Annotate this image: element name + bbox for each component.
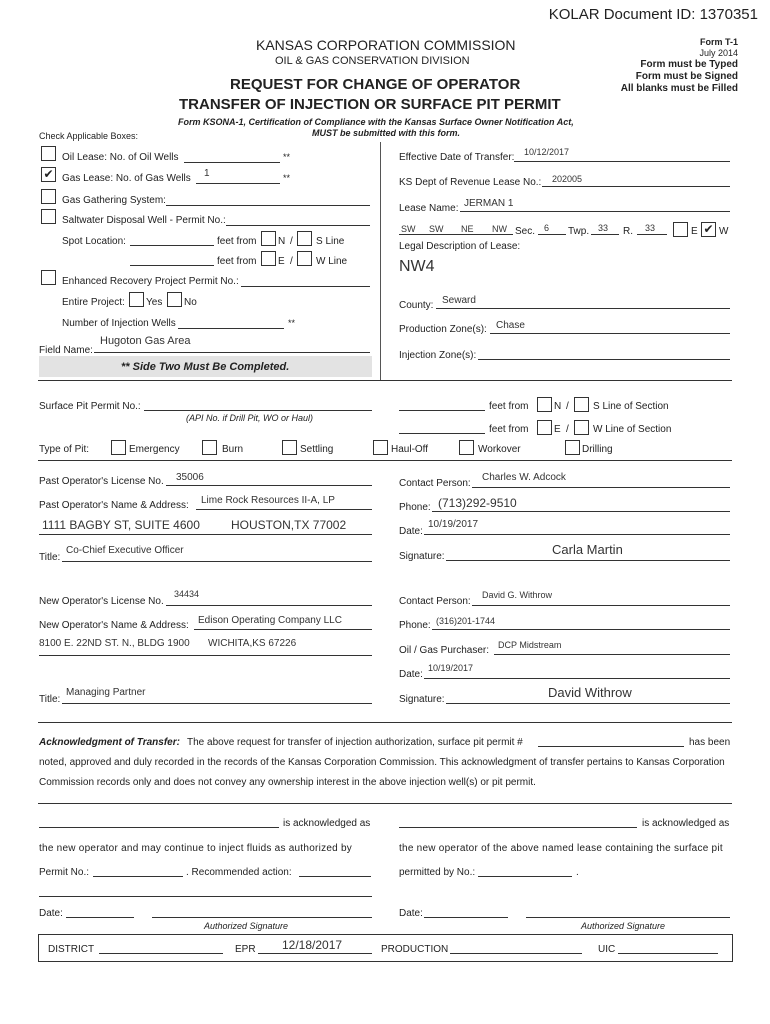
new-address-2: WICHITA,KS 67226	[208, 638, 297, 649]
ack-heading: Acknowledgment of Transfer:	[39, 737, 180, 748]
ack-permit-line[interactable]	[538, 746, 684, 747]
ks-dept-label: KS Dept of Revenue Lease No.:	[399, 177, 542, 188]
past-phone-label: Phone:	[399, 502, 431, 513]
ack-line-1: The above request for transfer of injection authorization, surface pit permit #	[187, 737, 523, 748]
gas-wells-line[interactable]	[196, 183, 280, 184]
s-checkbox[interactable]	[297, 231, 312, 246]
right-date-label: Date:	[399, 908, 423, 919]
purchaser-value: DCP Midstream	[498, 640, 562, 650]
effective-date-label: Effective Date of Transfer:	[399, 152, 515, 163]
right-is-ack: is acknowledged as	[642, 818, 730, 829]
past-date-label: Date:	[399, 526, 423, 537]
check-boxes-label: Check Applicable Boxes:	[39, 131, 139, 141]
right-sig-line[interactable]	[526, 917, 730, 918]
division-name: OIL & GAS CONSERVATION DIVISION	[275, 55, 470, 67]
past-title-line[interactable]	[62, 561, 372, 562]
sec-line[interactable]	[538, 234, 566, 235]
epr-value: 12/18/2017	[282, 938, 343, 952]
past-address-line[interactable]	[39, 534, 372, 535]
county-label: County:	[399, 300, 434, 311]
ksona-note-2: MUST be submitted with this form.	[312, 128, 460, 138]
ack-has-been: has been	[689, 737, 731, 748]
haul-off-checkbox[interactable]	[373, 440, 388, 455]
workover-label: Workover	[478, 444, 521, 455]
settling-label: Settling	[300, 444, 334, 455]
past-address-1: 1111 BAGBY ST, SUITE 4600	[42, 518, 200, 532]
feet-from-label: feet from	[217, 256, 257, 267]
new-contact-label: Contact Person:	[399, 596, 471, 607]
past-license-label: Past Operator's License No.	[39, 476, 164, 487]
past-title-label: Title:	[39, 552, 61, 563]
recommended-line-2[interactable]	[39, 896, 372, 897]
document-id: KOLAR Document ID: 1370351	[548, 6, 758, 23]
new-license-value: 34434	[174, 589, 200, 599]
new-contact-line[interactable]	[472, 605, 730, 606]
past-phone-line[interactable]	[432, 511, 730, 512]
past-name-line[interactable]	[196, 509, 372, 510]
ks-dept-line[interactable]	[542, 186, 730, 187]
gas-gathering-line[interactable]	[166, 205, 370, 206]
lease-name-line[interactable]	[460, 211, 730, 212]
pit-n-checkbox[interactable]	[537, 397, 552, 412]
agency-name: KANSAS CORPORATION COMMISSION	[256, 37, 516, 53]
twp-line[interactable]	[591, 234, 619, 235]
pit-ew-line[interactable]	[399, 433, 485, 434]
lease-name-label: Lease Name:	[399, 203, 459, 214]
gas-wells-value: 1	[204, 168, 210, 179]
swd-checkbox[interactable]	[41, 209, 56, 224]
past-contact-label: Contact Person:	[399, 478, 471, 489]
permitted-by-label: permitted by No.:	[399, 867, 476, 878]
lease-name-value: JERMAN 1	[464, 198, 514, 209]
past-contact-value: Charles W. Adcock	[482, 472, 566, 483]
past-signature-value: Carla Martin	[552, 542, 623, 557]
past-contact-line[interactable]	[472, 487, 730, 488]
new-title-line[interactable]	[62, 703, 372, 704]
haul-off-label: Haul-Off	[391, 444, 429, 455]
range-e-checkbox[interactable]	[673, 222, 688, 237]
section-divider	[38, 803, 732, 804]
pit-permit-label: Surface Pit Permit No.:	[39, 401, 141, 412]
pit-w-label: W Line of Section	[593, 424, 672, 435]
quarter-1: SW	[401, 224, 416, 234]
purchaser-label: Oil / Gas Purchaser:	[399, 645, 490, 656]
ack-line-3: Commission records only and does not convey any ownership interest in the above injection well(s) or pit permit.	[39, 777, 536, 788]
epr-line[interactable]	[258, 953, 372, 954]
legal-desc-value: NW4	[399, 258, 435, 275]
right-date-line[interactable]	[424, 917, 508, 918]
left-is-ack: is acknowledged as	[283, 818, 371, 829]
new-name-value: Edison Operating Company LLC	[198, 615, 342, 626]
effective-date-value: 10/12/2017	[524, 147, 570, 157]
epr-label: EPR	[235, 944, 256, 955]
left-text: the new operator and may continue to inject fluids as authorized by	[39, 843, 353, 854]
new-signature-value: David Withrow	[548, 685, 632, 700]
stars: **	[283, 173, 291, 183]
production-line[interactable]	[450, 953, 582, 954]
eor-permit-line[interactable]	[241, 286, 370, 287]
new-phone-value: (316)201-1744	[436, 616, 496, 626]
entire-project-label: Entire Project:	[62, 297, 125, 308]
ks-dept-value: 202005	[552, 174, 583, 184]
note-signed: Form must be Signed	[635, 71, 738, 82]
new-date-line[interactable]	[424, 678, 730, 679]
left-date-label: Date:	[39, 908, 63, 919]
new-license-label: New Operator's License No.	[39, 596, 164, 607]
quarter-2: SW	[429, 224, 444, 234]
eor-label: Enhanced Recovery Project Permit No.:	[62, 276, 239, 287]
sec-label: Sec.	[515, 226, 536, 237]
right-auth-signature: Authorized Signature	[581, 921, 666, 931]
range-e-label: E	[691, 226, 698, 237]
pit-feet-from: feet from	[489, 424, 529, 435]
past-license-line[interactable]	[166, 485, 372, 486]
r-value: 33	[645, 223, 656, 233]
workover-checkbox[interactable]	[459, 440, 474, 455]
district-line[interactable]	[99, 953, 223, 954]
past-signature-line[interactable]	[446, 560, 730, 561]
pit-feet-from: feet from	[489, 401, 529, 412]
w-line-label: W Line	[316, 256, 348, 267]
entire-no-checkbox[interactable]	[167, 292, 182, 307]
pit-type-label: Type of Pit:	[39, 444, 90, 455]
left-auth-signature: Authorized Signature	[204, 921, 289, 931]
prod-zone-label: Production Zone(s):	[399, 324, 487, 335]
left-sig-line[interactable]	[152, 917, 372, 918]
new-signature-line[interactable]	[446, 703, 730, 704]
past-signature-label: Signature:	[399, 551, 445, 562]
prod-zone-value: Chase	[496, 320, 525, 331]
oil-wells-line[interactable]	[184, 162, 280, 163]
drilling-label: Drilling	[582, 444, 613, 455]
past-license-value: 35006	[176, 472, 204, 483]
sec-value: 6	[544, 223, 550, 233]
form-title-1: REQUEST FOR CHANGE OF OPERATOR	[230, 76, 521, 93]
yes-label: Yes	[146, 297, 163, 308]
entire-yes-checkbox[interactable]	[129, 292, 144, 307]
swd-label: Saltwater Disposal Well - Permit No.:	[62, 215, 226, 226]
county-line[interactable]	[436, 308, 730, 309]
pit-s-checkbox[interactable]	[574, 397, 589, 412]
uic-label: UIC	[598, 944, 616, 955]
past-name-label: Past Operator's Name & Address:	[39, 500, 189, 511]
gas-gathering-label: Gas Gathering System:	[62, 195, 166, 206]
past-title-value: Co-Chief Executive Officer	[66, 545, 184, 556]
past-date-value: 10/19/2017	[428, 519, 479, 530]
eor-checkbox[interactable]	[41, 270, 56, 285]
new-title-value: Managing Partner	[66, 687, 146, 698]
left-permit-line[interactable]	[93, 876, 183, 877]
s-line-label: S Line	[316, 236, 345, 247]
note-filled: All blanks must be Filled	[620, 83, 738, 94]
num-injection-label: Number of Injection Wells	[62, 318, 176, 329]
production-label: PRODUCTION	[381, 944, 449, 955]
field-name-value: Hugoton Gas Area	[100, 335, 191, 347]
prod-zone-line[interactable]	[490, 333, 730, 334]
r-line[interactable]	[637, 234, 667, 235]
recommended-label: . Recommended action:	[186, 867, 292, 878]
period: .	[576, 867, 579, 878]
burn-label: Burn	[222, 444, 244, 455]
n-checkbox[interactable]	[261, 231, 276, 246]
pit-permit-line[interactable]	[144, 410, 372, 411]
inj-zone-line[interactable]	[478, 359, 730, 360]
range-w-checkbox[interactable]: ✔	[701, 222, 716, 237]
column-divider	[380, 142, 381, 380]
pit-ns-line[interactable]	[399, 410, 485, 411]
left-ack-line[interactable]	[39, 827, 279, 828]
quarter-line[interactable]	[399, 234, 513, 235]
quarter-3: NE	[461, 224, 474, 234]
new-phone-label: Phone:	[399, 620, 431, 631]
e-label: E	[278, 256, 285, 267]
burn-checkbox[interactable]	[202, 440, 217, 455]
new-signature-label: Signature:	[399, 694, 445, 705]
county-value: Seward	[442, 295, 476, 306]
uic-line[interactable]	[618, 953, 718, 954]
new-name-line[interactable]	[194, 629, 372, 630]
left-date-line[interactable]	[66, 917, 134, 918]
past-name-value: Lime Rock Resources II-A, LP	[201, 495, 335, 506]
ksona-note: Form KSONA-1, Certification of Compliance with the Kansas Surface Owner Notification Act,	[178, 117, 574, 127]
gas-lease-label: Gas Lease: No. of Gas Wells	[62, 173, 191, 184]
emergency-checkbox[interactable]	[111, 440, 126, 455]
stars: **	[283, 152, 291, 162]
section-divider	[38, 722, 732, 723]
oil-lease-label: Oil Lease: No. of Oil Wells	[62, 152, 179, 163]
past-date-line[interactable]	[424, 534, 730, 535]
oil-lease-checkbox[interactable]	[41, 146, 56, 161]
purchaser-line[interactable]	[494, 654, 730, 655]
recommended-line[interactable]	[299, 876, 371, 877]
inj-zone-label: Injection Zone(s):	[399, 350, 477, 361]
ack-line-2: noted, approved and duly recorded in the records of the Kansas Corporation Commission. This acknowledgment of transfer pertains to Kansas Corporation	[39, 757, 725, 768]
new-contact-value: David G. Withrow	[482, 590, 553, 600]
district-label: DISTRICT	[48, 944, 95, 955]
r-label: R.	[623, 226, 633, 237]
pit-n-label: N	[554, 401, 562, 412]
gas-lease-checkbox[interactable]: ✔	[41, 167, 56, 182]
section-divider	[38, 460, 732, 461]
spot-ns-line[interactable]	[130, 245, 214, 246]
new-address-1: 8100 E. 22ND ST. N., BLDG 1900	[39, 638, 190, 649]
new-date-label: Date:	[399, 669, 423, 680]
form-number: Form T-1	[699, 37, 738, 47]
form-title-2: TRANSFER OF INJECTION OR SURFACE PIT PERMIT	[179, 96, 561, 113]
right-ack-line[interactable]	[399, 827, 637, 828]
right-text: the new operator of the above named lease containing the surface pit	[399, 843, 723, 854]
field-name-line[interactable]	[94, 352, 370, 353]
spot-location-label: Spot Location:	[62, 236, 126, 247]
permitted-by-line[interactable]	[478, 876, 572, 877]
gas-gathering-checkbox[interactable]	[41, 189, 56, 204]
twp-label: Twp.	[568, 226, 590, 237]
section-divider	[38, 380, 732, 381]
stars: **	[288, 318, 296, 328]
past-phone-value: (713)292-9510	[438, 496, 517, 510]
pit-e-label: E	[554, 424, 561, 435]
swd-permit-line[interactable]	[226, 225, 370, 226]
new-license-line[interactable]	[166, 605, 372, 606]
new-date-value: 10/19/2017	[428, 663, 474, 673]
side-two-text: ** Side Two Must Be Completed.	[121, 361, 290, 373]
drilling-checkbox[interactable]	[565, 440, 580, 455]
no-label: No	[184, 297, 197, 308]
e-checkbox[interactable]	[261, 251, 276, 266]
range-w-label: W	[719, 226, 729, 237]
pit-e-checkbox[interactable]	[537, 420, 552, 435]
feet-from-label: feet from	[217, 236, 257, 247]
new-address-line[interactable]	[39, 655, 372, 656]
new-title-label: Title:	[39, 694, 61, 705]
w-checkbox[interactable]	[297, 251, 312, 266]
quarter-4: NW	[492, 224, 507, 234]
legal-desc-label: Legal Description of Lease:	[399, 241, 521, 252]
new-name-label: New Operator's Name & Address:	[39, 620, 189, 631]
left-permit-no: Permit No.:	[39, 867, 90, 878]
n-label: N	[278, 236, 286, 247]
pit-w-checkbox[interactable]	[574, 420, 589, 435]
api-note: (API No. if Drill Pit, WO or Haul)	[186, 413, 314, 423]
pit-s-label: S Line of Section	[593, 401, 669, 412]
spot-ew-line[interactable]	[130, 265, 214, 266]
field-name-label: Field Name:	[39, 345, 93, 356]
num-injection-line[interactable]	[178, 328, 284, 329]
settling-checkbox[interactable]	[282, 440, 297, 455]
note-typed: Form must be Typed	[640, 59, 738, 70]
new-phone-line[interactable]	[432, 629, 730, 630]
effective-date-line[interactable]	[514, 161, 730, 162]
past-address-2: HOUSTON,TX 77002	[231, 518, 347, 532]
twp-value: 33	[598, 223, 609, 233]
emergency-label: Emergency	[129, 444, 180, 455]
form-date: July 2014	[699, 48, 738, 58]
